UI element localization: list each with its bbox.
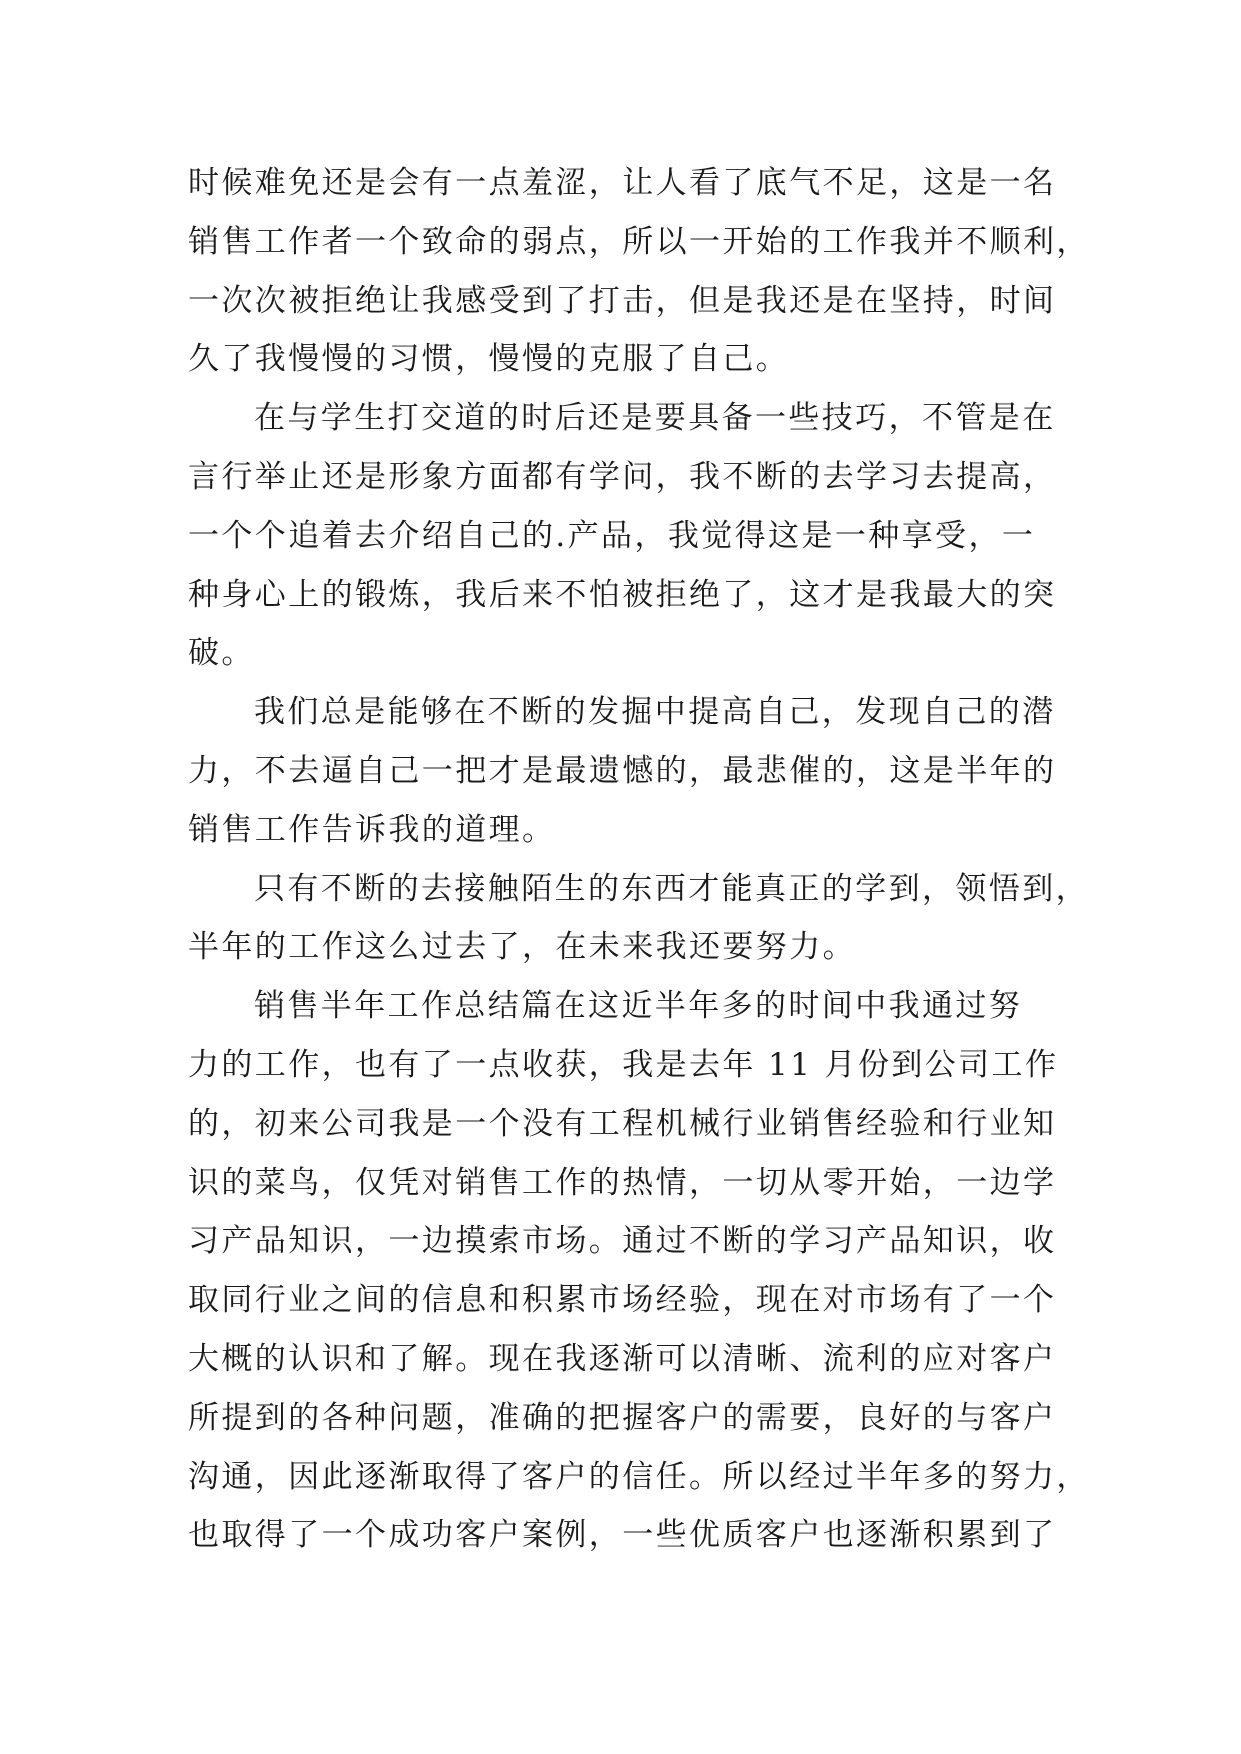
text-line: 力的工作，也有了一点收获，我是去年 11 月份到公司工作 bbox=[188, 1046, 1059, 1083]
text-line: 一次次被拒绝让我感受到了打击，但是我还是在坚持，时间 bbox=[188, 282, 1057, 319]
text-line: 习产品知识，一边摸索市场。通过不断的学习产品知识，收 bbox=[188, 1223, 1057, 1260]
text-line: 只有不断的去接触陌生的东西才能真正的学到，领悟到， bbox=[254, 870, 1089, 907]
text-line: 取同行业之间的信息和积累市场经验，现在对市场有了一个 bbox=[188, 1282, 1057, 1319]
text-line: 半年的工作这么过去了，在未来我还要努力。 bbox=[188, 929, 856, 966]
document-body bbox=[188, 154, 1088, 1565]
text-line: 也取得了一个成功客户案例，一些优质客户也逐渐积累到了 bbox=[188, 1517, 1057, 1554]
text-line: 破。 bbox=[188, 635, 255, 672]
text-line: 种身心上的锻炼，我后来不怕被拒绝了，这才是我最大的突 bbox=[188, 576, 1057, 613]
text-line: 在与学生打交道的时后还是要具备一些技巧，不管是在 bbox=[254, 400, 1056, 437]
text-line: 言行举止还是形象方面都有学问，我不断的去学习去提高， bbox=[188, 458, 1057, 495]
text-line: 我们总是能够在不断的发掘中提高自己，发现自己的潜 bbox=[254, 694, 1056, 731]
text-line: 大概的认识和了解。现在我逐渐可以清晰、流利的应对客户 bbox=[188, 1340, 1057, 1377]
text-line: 力，不去逼自己一把才是最遗憾的，最悲催的，这是半年的 bbox=[188, 752, 1057, 789]
text-line: 的，初来公司我是一个没有工程机械行业销售经验和行业知 bbox=[188, 1105, 1057, 1142]
text-line: 识的菜鸟，仅凭对销售工作的热情，一切从零开始，一边学 bbox=[188, 1164, 1057, 1201]
text-line: 销售半年工作总结篇在这近半年多的时间中我通过努 bbox=[254, 988, 1023, 1025]
text-line: 一个个追着去介绍自己的.产品，我觉得这是一种享受，一 bbox=[188, 517, 1036, 554]
text-line: 沟通，因此逐渐取得了客户的信任。所以经过半年多的努力， bbox=[188, 1458, 1090, 1495]
text-line: 久了我慢慢的习惯，慢慢的克服了自己。 bbox=[188, 341, 790, 378]
text-line: 所提到的各种问题，准确的把握客户的需要，良好的与客户 bbox=[188, 1399, 1057, 1436]
text-line: 销售工作告诉我的道理。 bbox=[188, 811, 556, 848]
text-line: 时候难免还是会有一点羞涩，让人看了底气不足，这是一名 bbox=[188, 165, 1057, 201]
text-line: 销售工作者一个致命的弱点，所以一开始的工作我并不顺利， bbox=[188, 223, 1090, 260]
